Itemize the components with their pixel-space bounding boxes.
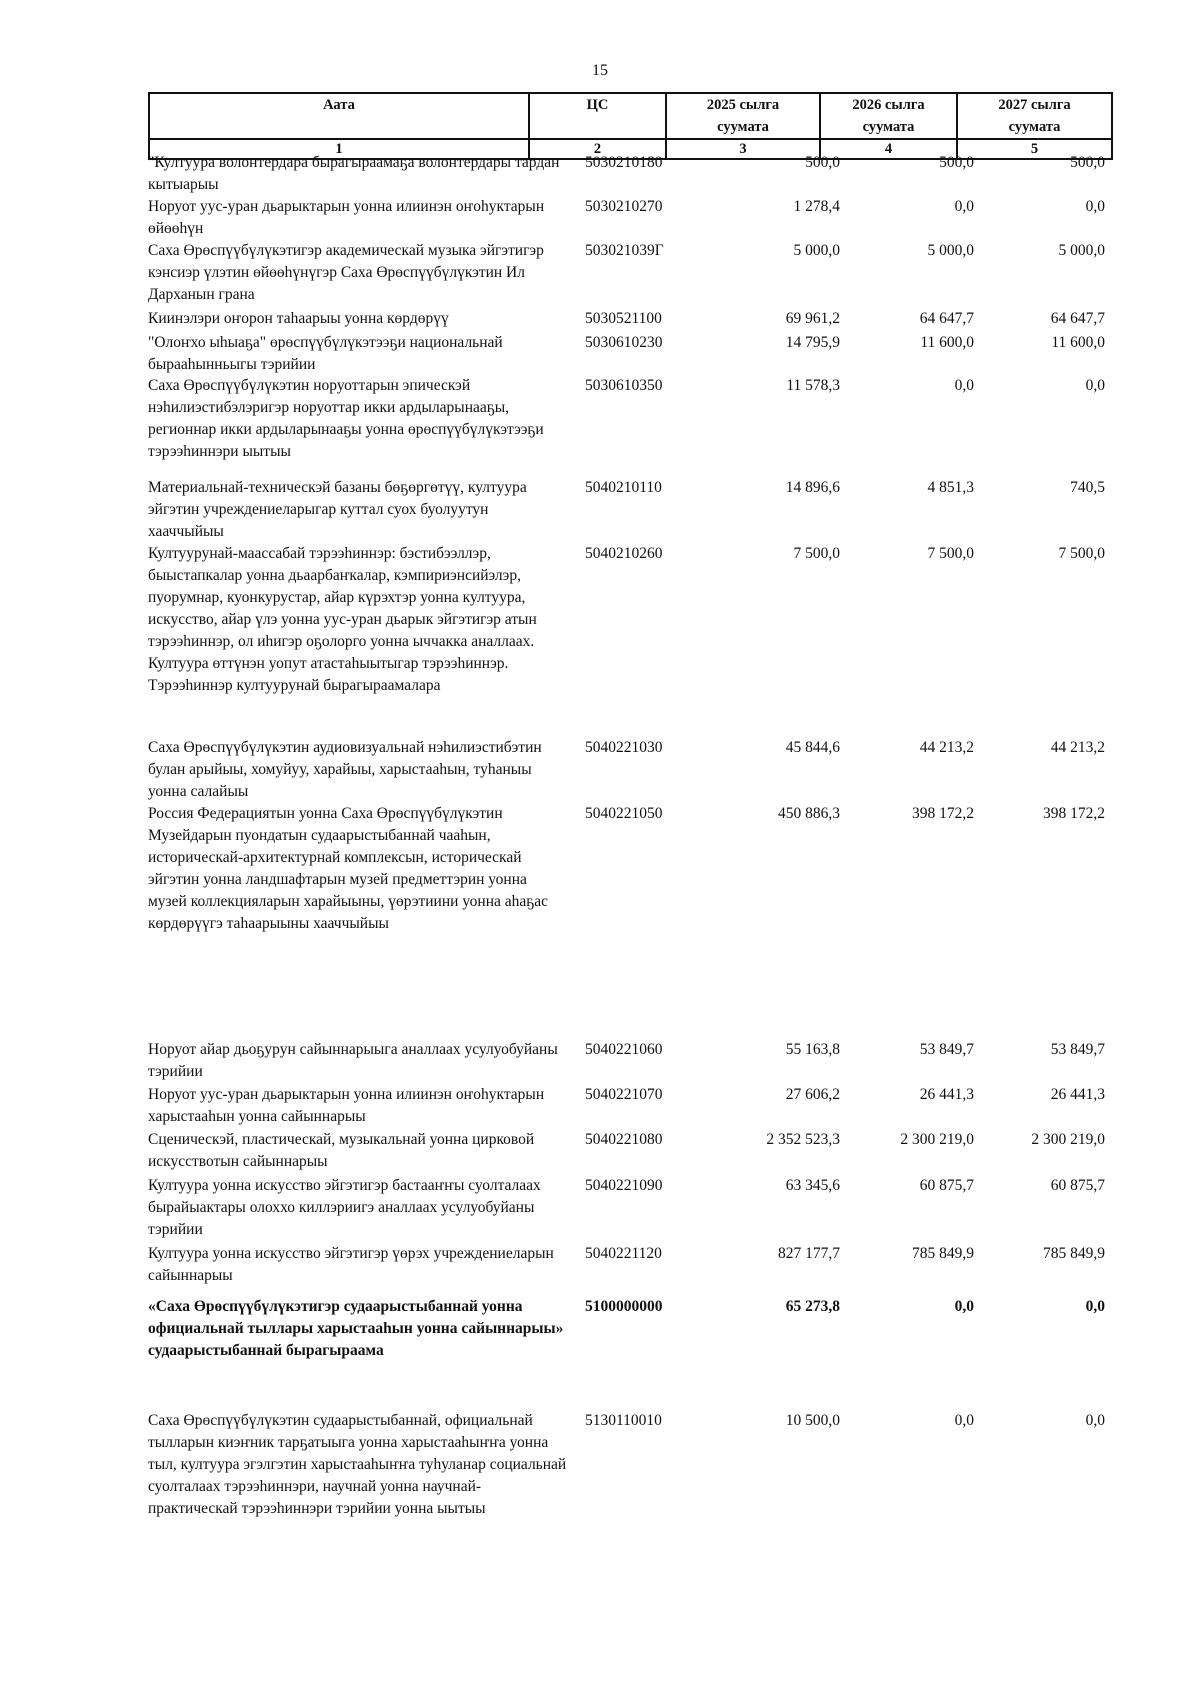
row-value-2025: 27 606,2 [785, 1086, 840, 1103]
row-name: Норуот уус-уран дьарыктарын уонна илиинэн оҥоһуктарын харыстааһын уонна сайыннарыы [148, 1086, 545, 1125]
row-value-2025: 2 352 523,3 [766, 1131, 840, 1148]
row-value-2027: 740,5 [1070, 479, 1105, 496]
row-code: 5040221060 [585, 1041, 663, 1058]
row-name: Норуот айар дьоҕурун сайыннарыыга аналлаах усулуобуйаны тэрийии [148, 1041, 558, 1080]
row-value-2026: 0,0 [954, 377, 974, 394]
row-code: 5100000000 [585, 1298, 663, 1315]
row-value-2026: 7 500,0 [927, 545, 974, 562]
row-value-2025: 69 961,2 [785, 310, 840, 327]
row-value-2027: 7 500,0 [1058, 545, 1105, 562]
header-name: Аата [149, 93, 529, 139]
row-name: Сценическэй, пластическай, музыкальнай уонна цирковой искусствотын сайыннарыы [148, 1131, 535, 1170]
row-code: 5030210180 [585, 154, 663, 171]
row-value-2026: 0,0 [954, 1412, 974, 1429]
row-code: 5030610350 [585, 377, 663, 394]
row-code: 5030610230 [585, 334, 663, 351]
header-2026: 2026 сылга суумата [820, 93, 957, 139]
row-name: Саха Өрөспүүбүлүкэтин аудиовизуальнай нэһилиэстибэтин булан арыйыы, хомуйуу, харайыы, харыстааһын, туһаныы уонна салайыы [148, 739, 542, 800]
row-value-2027: 500,0 [1070, 154, 1105, 171]
row-value-2025: 55 163,8 [785, 1041, 840, 1058]
row-name: Саха Өрөспүүбүлүкэтин судаарыстыбаннай, официальнай тылларын киэҥник тарҕатыыга уонна харыстааһыҥҥа уонна тыл, култуура эгэлгэтин харыстааһыҥҥа туһуланар социальнай суолталаах тэрээһиннэри, научнай уонна научнай-практическай тэрээһиннэри тэрийии уонна ыытыы [148, 1412, 567, 1517]
row-name: Саха Өрөспүүбүлүкэтигэр академическай музыка эйгэтигэр кэнсиэр үлэтин өйөөһүнүгэр Саха Өрөспүүбүлүкэтин Ил Дарханын грана [148, 242, 544, 303]
row-code: 5040221070 [585, 1086, 663, 1103]
row-code: 5040221050 [585, 805, 663, 822]
row-value-2026: 44 213,2 [919, 739, 974, 756]
col-number: 2 [529, 139, 666, 159]
header-2025: 2025 сылга суумата [666, 93, 820, 139]
row-value-2026: 2 300 219,0 [900, 1131, 974, 1148]
row-value-2026: 11 600,0 [920, 334, 974, 351]
row-value-2025: 45 844,6 [785, 739, 840, 756]
row-value-2025: 11 578,3 [786, 377, 840, 394]
row-value-2027: 785 849,9 [1043, 1245, 1105, 1262]
row-value-2027: 53 849,7 [1050, 1041, 1105, 1058]
row-value-2027: 64 647,7 [1050, 310, 1105, 327]
row-value-2026: 500,0 [939, 154, 974, 171]
row-code: 503021039Г [585, 242, 664, 259]
row-value-2026: 5 000,0 [927, 242, 974, 259]
row-value-2025: 827 177,7 [778, 1245, 840, 1262]
row-value-2027: 0,0 [1085, 1298, 1105, 1315]
row-value-2027: 0,0 [1085, 1412, 1105, 1429]
table-header [148, 92, 1113, 160]
row-value-2027: 398 172,2 [1043, 805, 1105, 822]
header-2027: 2027 сылга суумата [957, 93, 1112, 139]
row-value-2027: 44 213,2 [1050, 739, 1105, 756]
row-code: 5040221080 [585, 1131, 663, 1148]
row-code: 5040210110 [585, 479, 662, 496]
row-value-2027: 0,0 [1085, 198, 1105, 215]
row-name: Россия Федерациятын уонна Саха Өрөспүүбүлүкэтин Музейдарын пуондатын судаарыстыбаннай чааһын, историческай-архитектурнай комплексын, историческай эйгэтин уонна ландшафтарын музей предметтэрин уонна музей коллекцияларын харайыыны, үөрэтиини уонна аһаҕас көрдөрүүгэ таһаарыыны хааччыйыы [148, 805, 549, 932]
row-value-2025: 7 500,0 [793, 545, 840, 562]
row-code: 5040221030 [585, 739, 663, 756]
row-value-2026: 0,0 [954, 1298, 974, 1315]
row-name: Киинэлэри оҥорон таһаарыы уонна көрдөрүү [148, 310, 449, 327]
row-name: Материальнай-техническэй базаны бөҕөргөтүү, култуура эйгэтин учреждениеларыгар куттал суох буолуутун хааччыйыы [148, 479, 527, 540]
page-number: 15 [592, 62, 608, 79]
row-name: Култуура уонна искусство эйгэтигэр бастааҥҥы суолталаах бырайыактары олоххо киллэриигэ аналлаах усулуобуйаны тэрийии [148, 1177, 541, 1238]
row-value-2025: 63 345,6 [785, 1177, 840, 1194]
row-code: 5030521100 [585, 310, 662, 327]
row-name: Норуот уус-уран дьарыктарын уонна илиинэн оҥоһуктарын өйөөһүн [148, 198, 545, 237]
row-value-2026: 64 647,7 [919, 310, 974, 327]
row-value-2027: 0,0 [1085, 377, 1105, 394]
row-code: 5130110010 [585, 1412, 662, 1429]
row-name: «Саха Өрөспүүбүлүкэтигэр судаарыстыбаннай уонна официальнай тыллары харыстааһын уонна сайыннарыы» судаарыстыбаннай бырагыраама [148, 1298, 564, 1359]
row-code: 5040221090 [585, 1177, 663, 1194]
row-name: Култуурунай-маассабай тэрээһиннэр: бэстибээллэр, быыстапкалар уонна дьаарбаҥкалар, кэмпириэнсийэлэр, пуорумнар, куонкурустар, айар күрэхтэр уонна култуура, искусство, айар үлэ уонна уус-уран дьарык эйгэтигэр атын тэрээһиннэр, ол иһигэр оҕолорго уонна ыччакка аналлаах. Култуура өттүнэн уопут атастаһыытыгар тэрээһиннэр. Тэрээһиннэр култуурунай бырагыраамалара [148, 545, 537, 694]
row-value-2026: 785 849,9 [912, 1245, 974, 1262]
col-number: 3 [666, 139, 820, 159]
row-value-2025: 5 000,0 [793, 242, 840, 259]
row-name: Саха Өрөспүүбүлүкэтин норуоттарын эпическэй нэһилиэстибэлэригэр норуоттар икки ардыларынааҕы, регионнар икки ардыларынааҕы уонна өрөспүүбүлүкэтээҕи тэрээһиннэри ыытыы [148, 377, 544, 460]
col-number: 1 [149, 139, 529, 159]
row-value-2025: 450 886,3 [778, 805, 840, 822]
row-value-2025: 500,0 [805, 154, 840, 171]
row-value-2026: 60 875,7 [919, 1177, 974, 1194]
row-code: 5040221120 [585, 1245, 662, 1262]
header-code: ЦС [529, 93, 666, 139]
row-value-2025: 14 896,6 [785, 479, 840, 496]
row-value-2027: 11 600,0 [1051, 334, 1105, 351]
row-value-2027: 60 875,7 [1050, 1177, 1105, 1194]
col-number: 4 [820, 139, 957, 159]
row-name: "Олоҥхо ыһыаҕа" өрөспүүбүлүкэтээҕи национальнай бырааһынньыгы тэрийии [148, 334, 503, 373]
row-value-2025: 1 278,4 [793, 198, 840, 215]
row-value-2027: 5 000,0 [1058, 242, 1105, 259]
row-value-2025: 65 273,8 [785, 1298, 840, 1315]
row-code: 5030210270 [585, 198, 663, 215]
row-value-2026: 26 441,3 [919, 1086, 974, 1103]
row-value-2025: 14 795,9 [785, 334, 840, 351]
row-value-2025: 10 500,0 [785, 1412, 840, 1429]
row-value-2026: 4 851,3 [927, 479, 974, 496]
row-value-2026: 53 849,7 [919, 1041, 974, 1058]
col-number: 5 [957, 139, 1112, 159]
row-code: 5040210260 [585, 545, 663, 562]
row-name: "Култуура волонтердара бырагыраамаҕа волонтердары тардан кытыарыы [148, 154, 560, 193]
row-value-2026: 0,0 [954, 198, 974, 215]
row-name: Култуура уонна искусство эйгэтигэр үөрэх учреждениеларын сайыннарыы [148, 1245, 554, 1284]
row-value-2027: 2 300 219,0 [1031, 1131, 1105, 1148]
row-value-2027: 26 441,3 [1050, 1086, 1105, 1103]
row-value-2026: 398 172,2 [912, 805, 974, 822]
